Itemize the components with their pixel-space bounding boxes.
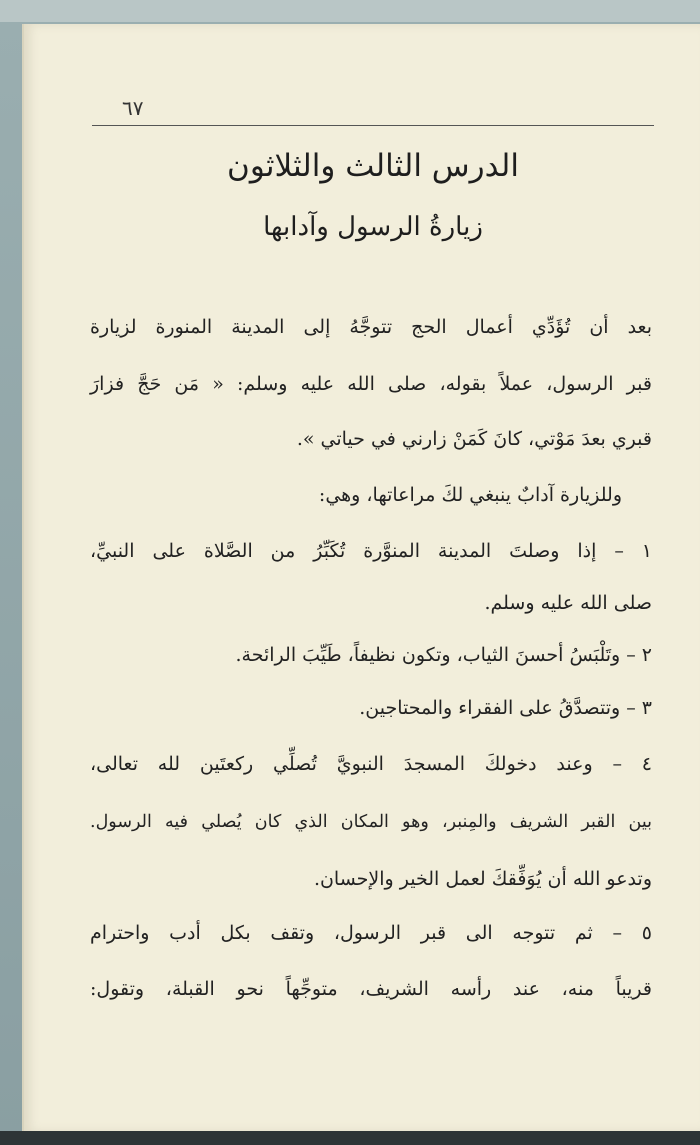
- text-line-5: ١ – إذا وصلتَ المدينة المنوَّرة تُكَبِّرُ من الصَّلاة على النبيِّ،: [90, 540, 652, 562]
- text-line-2: قبر الرسول، عملاً بقوله، صلى الله عليه وسلم: « مَن حَجَّ فزارَ: [90, 373, 652, 395]
- text-line-6: صلى الله عليه وسلم.: [484, 592, 652, 614]
- lesson-subtitle: زيارةُ الرسول وآدابها: [263, 212, 483, 242]
- text-line-11: وتدعو الله أن يُوَفِّقكَ لعمل الخير والإحسان.: [313, 868, 652, 890]
- text-line-12: ٥ – ثم تتوجه الى قبر الرسول، وتقف بكل أدب واحترام: [90, 922, 652, 944]
- book-page: [22, 24, 700, 1132]
- text-line-4: وللزيارة آدابٌ ينبغي لكَ مراعاتها، وهي:: [318, 484, 622, 506]
- scanner-bottom-edge: [0, 1131, 700, 1145]
- scanner-top-edge: [0, 0, 700, 22]
- text-line-7: ٢ – وتَلْبَسُ أحسنَ الثياب، وتكون نظيفاً، طَيِّبَ الرائحة.: [235, 644, 652, 666]
- lesson-title: الدرس الثالث والثلاثون: [227, 148, 519, 184]
- text-line-13: قريباً منه، عند رأسه الشريف، متوجِّهاً نحو القبلة، وتقول:: [90, 978, 652, 1000]
- text-line-1: بعد أن تُؤَدِّي أعمال الحج تتوجَّهُ إلى المدينة المنورة لزيارة: [90, 316, 652, 338]
- page-number: ٦٧: [122, 96, 144, 120]
- text-line-10: بين القبر الشريف والمِنبر، وهو المكان الذي كان يُصلي فيه الرسول.: [90, 812, 652, 832]
- header-rule: [92, 125, 654, 126]
- text-line-9: ٤ – وعند دخولكَ المسجدَ النبويَّ تُصلِّي ركعتَين لله تعالى،: [90, 753, 652, 775]
- text-line-8: ٣ – وتتصدَّقُ على الفقراء والمحتاجين.: [359, 697, 652, 719]
- text-line-3: قبري بعدَ مَوْتي، كانَ كَمَنْ زارني في حياتي ».: [296, 428, 652, 450]
